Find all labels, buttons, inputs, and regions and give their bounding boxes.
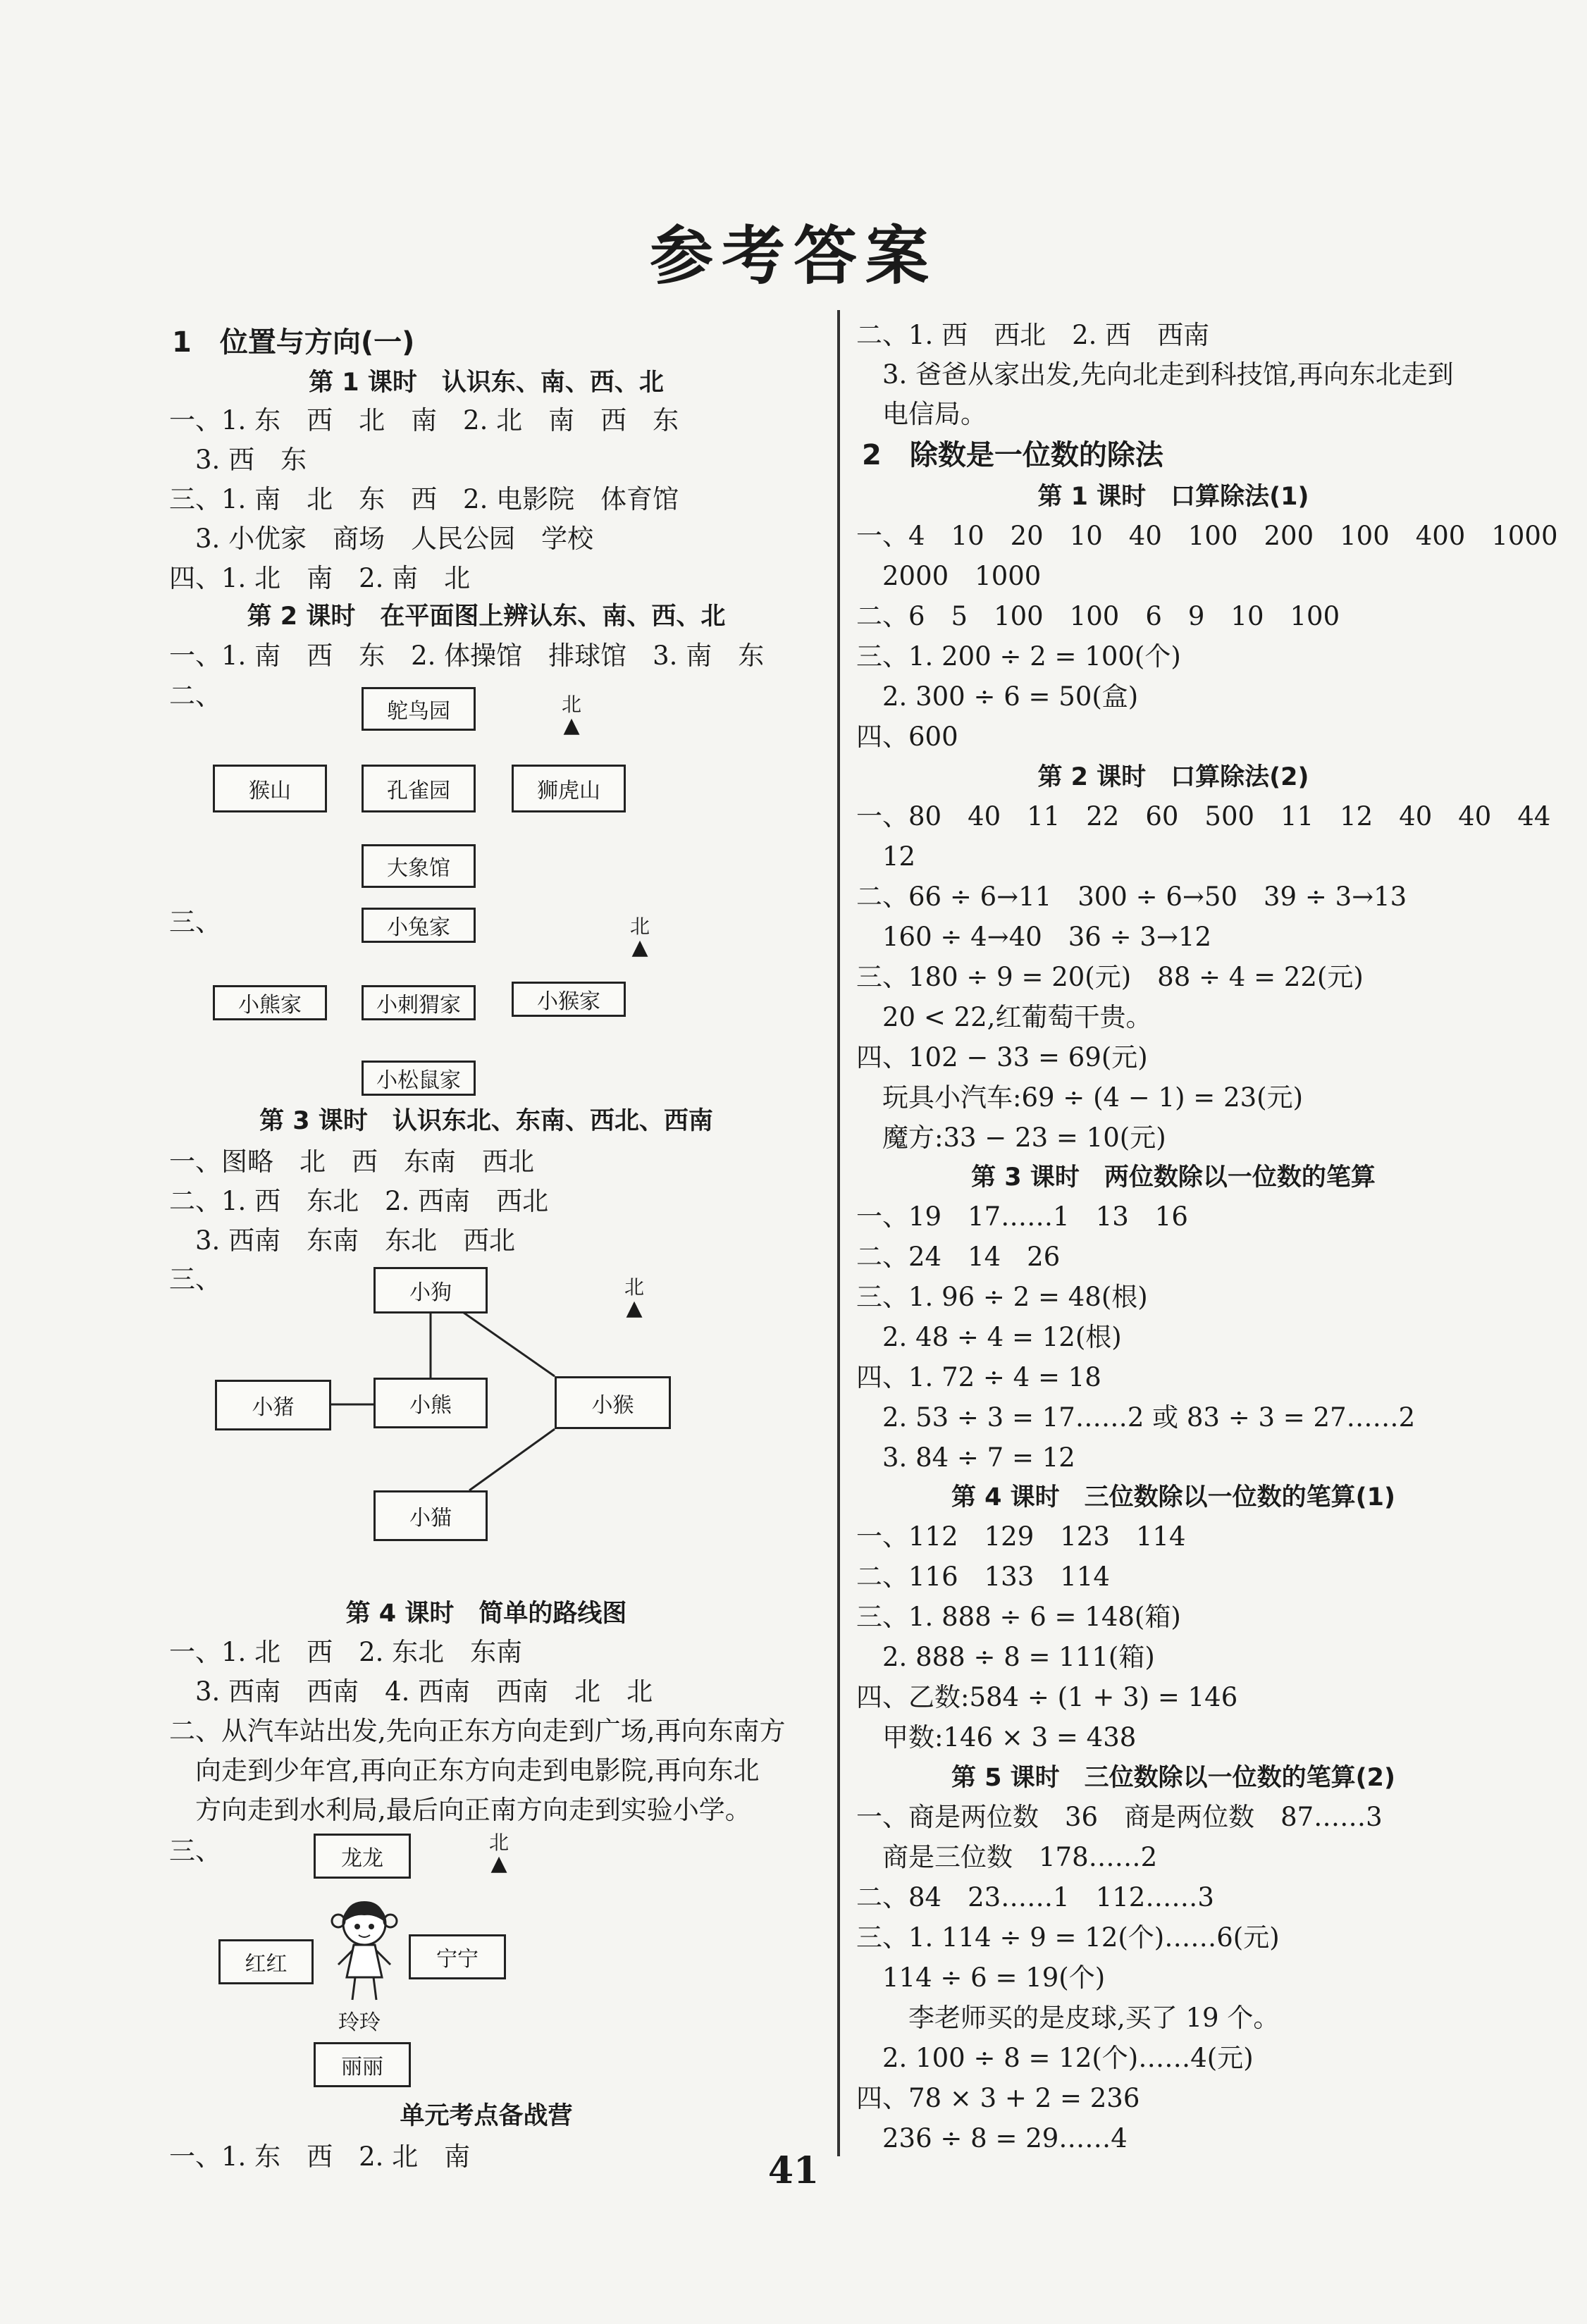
answer-line: 三、1. 200 ÷ 2 = 100(个) xyxy=(856,641,1181,672)
girl-name-label: 玲玲 xyxy=(338,2010,381,2035)
answer-line: 李老师买的是皮球,买了 19 个。 xyxy=(856,2003,1280,2033)
answer-line: 一、图略 北 西 东南 西北 xyxy=(169,1146,534,1177)
map-box: 小熊家 xyxy=(213,985,327,1020)
answer-line: 3. 西 东 xyxy=(169,445,307,475)
map-box: 小猪 xyxy=(215,1380,331,1430)
lesson-title: 第 5 课时 三位数除以一位数的笔算(2) xyxy=(951,1764,1396,1792)
map-box: 小兔家 xyxy=(362,908,476,943)
north-indicator xyxy=(620,1277,648,1319)
answer-line: 四、1. 72 ÷ 4 = 18 xyxy=(856,1362,1101,1392)
answer-line: 一、19 17……1 13 16 xyxy=(856,1201,1188,1232)
page-number: 41 xyxy=(767,2149,820,2192)
map-box: 小猫 xyxy=(373,1490,488,1541)
answer-line: 一、1. 东 西 2. 北 南 xyxy=(169,2141,471,2172)
answer-line: 二、116 133 114 xyxy=(856,1562,1110,1592)
question-label: 三、 xyxy=(169,1836,221,1866)
lesson-title: 第 2 课时 口算除法(2) xyxy=(1037,763,1309,791)
map-box: 孔雀园 xyxy=(362,765,476,812)
answer-line: 2. 53 ÷ 3 = 17……2 或 83 ÷ 3 = 27……2 xyxy=(856,1402,1416,1433)
answer-line: 一、商是两位数 36 商是两位数 87……3 xyxy=(856,1802,1383,1832)
north-arrow-icon: ▲ xyxy=(563,713,580,738)
map-box: 小猴家 xyxy=(512,982,626,1017)
answer-line: 二、24 14 26 xyxy=(856,1242,1061,1272)
north-arrow-icon: ▲ xyxy=(490,1851,507,1876)
map-box: 猴山 xyxy=(213,765,327,812)
answer-line: 四、1. 北 南 2. 南 北 xyxy=(169,563,471,593)
lesson-title: 第 1 课时 认识东、南、西、北 xyxy=(309,369,664,397)
north-indicator xyxy=(485,1832,513,1874)
map-box: 狮虎山 xyxy=(512,765,626,812)
answer-line: 一、80 40 11 22 60 500 11 12 40 40 44 xyxy=(856,801,1551,832)
map-box: 红红 xyxy=(218,1939,314,1984)
answer-line: 一、1. 南 西 东 2. 体操馆 排球馆 3. 南 东 xyxy=(169,641,765,671)
answer-line: 二、从汽车站出发,先向正东方向走到广场,再向东南方 xyxy=(169,1716,786,1746)
column-divider xyxy=(837,310,840,2156)
answer-line: 三、1. 96 ÷ 2 = 48(根) xyxy=(856,1282,1148,1312)
lesson-title: 第 1 课时 口算除法(1) xyxy=(1037,483,1309,511)
answer-line: 114 ÷ 6 = 19(个) xyxy=(856,1963,1106,1993)
answer-line: 3. 84 ÷ 7 = 12 xyxy=(856,1442,1075,1473)
map-box: 小猴 xyxy=(555,1376,671,1429)
answer-line: 2. 100 ÷ 8 = 12(个)……4(元) xyxy=(856,2043,1254,2073)
lesson-title: 第 3 课时 两位数除以一位数的笔算 xyxy=(971,1163,1376,1192)
answer-line: 三、1. 114 ÷ 9 = 12(个)……6(元) xyxy=(856,1922,1280,1953)
answer-line: 四、乙数:584 ÷ (1 + 3) = 146 xyxy=(856,1682,1238,1712)
answer-line: 3. 西南 东南 东北 西北 xyxy=(169,1225,516,1256)
answer-line: 2. 300 ÷ 6 = 50(盒) xyxy=(856,681,1139,712)
lesson-title: 第 3 课时 认识东北、东南、西北、西南 xyxy=(259,1107,713,1135)
map-box: 龙龙 xyxy=(314,1834,411,1879)
answer-line: 电信局。 xyxy=(856,399,987,429)
section-heading: 2 除数是一位数的除法 xyxy=(862,439,1163,471)
answer-line: 三、1. 888 ÷ 6 = 148(箱) xyxy=(856,1602,1181,1632)
answer-line: 魔方:33 − 23 = 10(元) xyxy=(856,1123,1166,1153)
map-box: 鸵鸟园 xyxy=(362,687,476,731)
map-box: 小熊 xyxy=(373,1378,488,1428)
page-title: 参考答案 xyxy=(650,218,937,293)
map-box: 丽丽 xyxy=(314,2042,411,2087)
question-label: 三、 xyxy=(169,907,221,937)
answer-line: 3. 小优家 商场 人民公园 学校 xyxy=(169,524,594,554)
girl-icon xyxy=(326,1894,403,2007)
map-box: 小松鼠家 xyxy=(362,1061,476,1096)
answer-line: 一、1. 东 西 北 南 2. 北 南 西 东 xyxy=(169,405,679,435)
answer-line: 三、1. 南 北 东 西 2. 电影院 体育馆 xyxy=(169,484,679,514)
north-label: 北 xyxy=(629,915,650,938)
answer-line: 2. 48 ÷ 4 = 12(根) xyxy=(856,1322,1122,1352)
map-box: 大象馆 xyxy=(362,844,476,888)
answer-line: 向走到少年宫,再向正东方向走到电影院,再向东北 xyxy=(169,1755,760,1786)
north-arrow-icon: ▲ xyxy=(626,1296,643,1321)
unit-review-title: 单元考点备战营 xyxy=(400,2102,573,2130)
answer-line: 二、6 5 100 100 6 9 10 100 xyxy=(856,601,1340,631)
answer-line: 2. 888 ÷ 8 = 111(箱) xyxy=(856,1642,1155,1672)
north-label: 北 xyxy=(488,1831,509,1854)
answer-line: 二、1. 西 东北 2. 西南 西北 xyxy=(169,1186,549,1216)
answer-line: 四、600 xyxy=(856,722,958,752)
answer-line: 商是三位数 178……2 xyxy=(856,1842,1158,1872)
lesson-title: 第 4 课时 简单的路线图 xyxy=(345,1600,627,1628)
section-heading: 1 位置与方向(一) xyxy=(172,326,415,359)
answer-line: 四、102 − 33 = 69(元) xyxy=(856,1042,1148,1073)
answer-line: 四、78 × 3 + 2 = 236 xyxy=(856,2083,1140,2113)
question-label: 三、 xyxy=(169,1264,221,1294)
answer-line: 二、84 23……1 112……3 xyxy=(856,1882,1214,1912)
answer-line: 二、66 ÷ 6→11 300 ÷ 6→50 39 ÷ 3→13 xyxy=(856,882,1407,912)
map-box: 宁宁 xyxy=(409,1934,506,1979)
answer-line: 玩具小汽车:69 ÷ (4 − 1) = 23(元) xyxy=(856,1082,1304,1113)
lesson-title: 第 4 课时 三位数除以一位数的笔算(1) xyxy=(951,1483,1396,1512)
question-label: 二、 xyxy=(169,681,221,711)
lesson-title: 第 2 课时 在平面图上辨认东、南、西、北 xyxy=(247,602,726,631)
answer-line: 方向走到水利局,最后向正南方向走到实验小学。 xyxy=(169,1795,751,1825)
map-box: 小刺猬家 xyxy=(362,985,476,1020)
answer-line: 一、4 10 20 10 40 100 200 100 400 1000 xyxy=(856,521,1558,551)
map-box: 小狗 xyxy=(373,1267,488,1314)
answer-line: 236 ÷ 8 = 29……4 xyxy=(856,2123,1128,2153)
north-label: 北 xyxy=(561,693,581,716)
answer-line: 12 xyxy=(856,841,916,872)
answer-line: 二、1. 西 西北 2. 西 西南 xyxy=(856,320,1210,350)
answer-line: 3. 西南 西南 4. 西南 西南 北 北 xyxy=(169,1676,653,1707)
north-arrow-icon: ▲ xyxy=(631,935,648,960)
answer-line: 甲数:146 × 3 = 438 xyxy=(856,1722,1137,1753)
answer-line: 3. 爸爸从家出发,先向北走到科技馆,再向东北走到 xyxy=(856,359,1454,390)
answer-line: 2000 1000 xyxy=(856,561,1042,591)
answer-line: 一、112 129 123 114 xyxy=(856,1521,1186,1552)
north-label: 北 xyxy=(624,1275,644,1299)
answer-line: 三、180 ÷ 9 = 20(元) 88 ÷ 4 = 22(元) xyxy=(856,962,1364,992)
answer-line: 一、1. 北 西 2. 东北 东南 xyxy=(169,1637,523,1667)
answer-line: 160 ÷ 4→40 36 ÷ 3→12 xyxy=(856,922,1211,952)
answer-line: 20 < 22,红葡萄干贵。 xyxy=(856,1002,1152,1032)
